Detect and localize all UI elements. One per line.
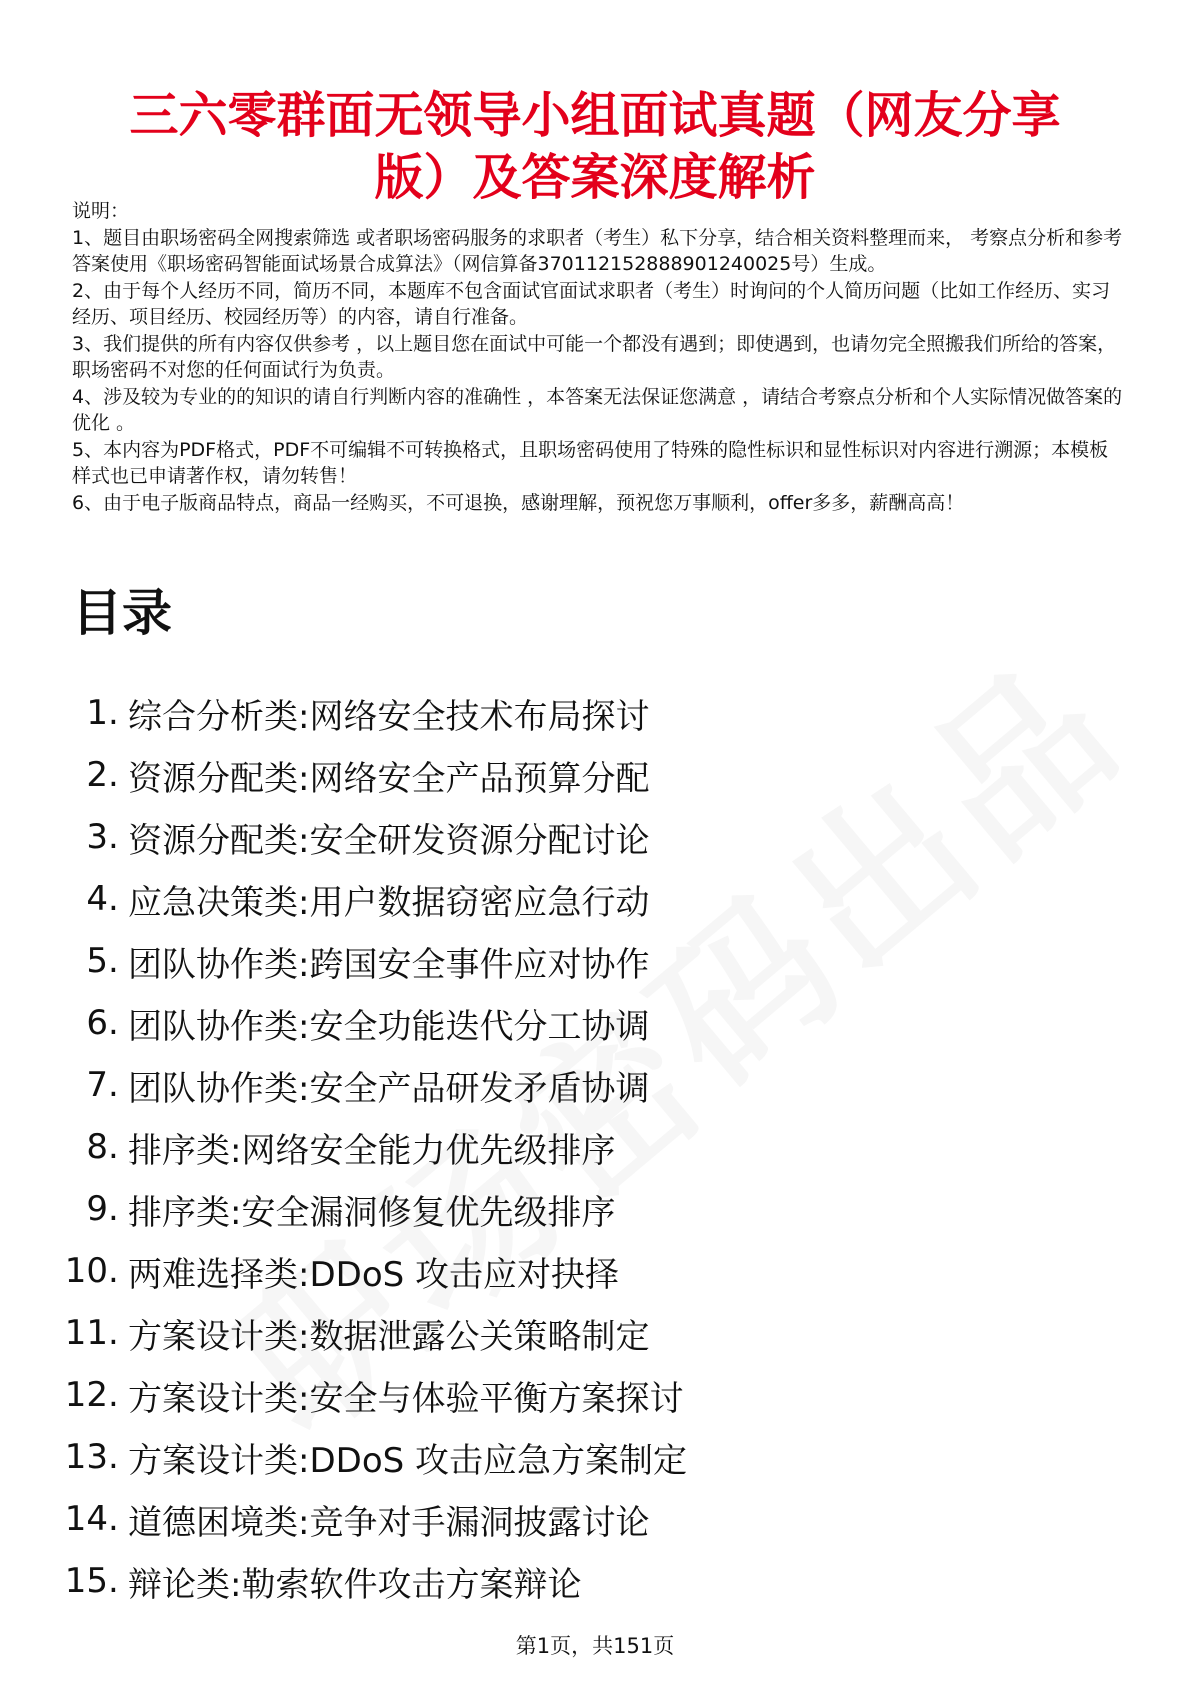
toc-item[interactable]: 10 . 两难选择类:DDoS 攻击应对抉择	[50, 1240, 687, 1302]
toc-text: 团队协作类:跨国安全事件应对协作	[128, 944, 650, 985]
toc-text: 排序类:安全漏洞修复优先级排序	[128, 1192, 616, 1233]
toc-item[interactable]: 11 . 方案设计类:数据泄露公关策略制定	[50, 1302, 687, 1364]
document-title	[60, 85, 1130, 209]
page-footer: 第1页，共151页	[515, 1634, 675, 1658]
toc-text: 方案设计类:数据泄露公关策略制定	[128, 1316, 650, 1357]
note-item: 5、本内容为PDF格式，PDF不可编辑不可转换格式，且职场密码使用了特殊的隐性标识和显性标识对内容进行溯源；本模板样式也已申请著作权，请勿转售！	[72, 438, 1109, 487]
note-item: 6、由于电子版商品特点，商品一经购买，不可退换，感谢理解，预祝您万事顺利，offer多多，薪酬高高！	[72, 491, 965, 514]
title-line: 版）及答案深度解析	[374, 148, 816, 206]
toc-text: 道德困境类:竞争对手漏洞披露讨论	[128, 1502, 650, 1543]
toc-text: 资源分配类:网络安全产品预算分配	[128, 758, 650, 799]
toc-text: 两难选择类:DDoS 攻击应对抉择	[128, 1254, 620, 1295]
toc-item[interactable]: 4 . 应急决策类:用户数据窃密应急行动	[50, 868, 687, 930]
toc-item[interactable]: 14 . 道德困境类:竞争对手漏洞披露讨论	[50, 1488, 687, 1550]
toc-number: 4	[86, 879, 108, 919]
toc-item[interactable]: 3 . 资源分配类:安全研发资源分配讨论	[50, 806, 687, 868]
toc-number: 1	[86, 693, 108, 733]
title-line: 三六零群面无领导小组面试真题（网友分享	[129, 86, 1061, 144]
toc-item[interactable]: 2 . 资源分配类:网络安全产品预算分配	[50, 744, 687, 806]
toc-item[interactable]: 8 . 排序类:网络安全能力优先级排序	[50, 1116, 687, 1178]
toc-number: 5	[86, 941, 108, 981]
toc-text: 应急决策类:用户数据窃密应急行动	[128, 882, 650, 923]
toc-number: 13	[64, 1437, 108, 1477]
note-item: 2、由于每个人经历不同，简历不同，本题库不包含面试官面试求职者（考生）时询问的个人简历问题（比如工作经历、实习经历、项目经历、校园经历等）的内容，请自行准备。	[72, 279, 1111, 328]
toc-heading: 目录	[72, 584, 172, 642]
toc-item[interactable]: 9 . 排序类:安全漏洞修复优先级排序	[50, 1178, 687, 1240]
toc-number: 6	[86, 1003, 108, 1043]
toc-item[interactable]: 6 . 团队协作类:安全功能迭代分工协调	[50, 992, 687, 1054]
toc-number: 2	[86, 755, 108, 795]
toc-number: 12	[64, 1375, 108, 1415]
note-item: 4、涉及较为专业的的知识的请自行判断内容的准确性 ，本答案无法保证您满意 ，请结合考察点分析和个人实际情况做答案的优化 。	[72, 385, 1123, 434]
notes-section	[72, 198, 1124, 516]
table-of-contents	[50, 682, 687, 1612]
toc-item[interactable]: 15 . 辩论类:勒索软件攻击方案辩论	[50, 1550, 687, 1612]
toc-number: 8	[86, 1127, 108, 1167]
toc-text: 方案设计类:安全与体验平衡方案探讨	[128, 1378, 684, 1419]
toc-number: 3	[86, 817, 108, 857]
toc-number: 15	[64, 1561, 108, 1601]
toc-text: 综合分析类:网络安全技术布局探讨	[128, 696, 650, 737]
toc-number: 9	[86, 1189, 108, 1229]
toc-item[interactable]: 12 . 方案设计类:安全与体验平衡方案探讨	[50, 1364, 687, 1426]
toc-text: 排序类:网络安全能力优先级排序	[128, 1130, 616, 1171]
toc-number: 11	[64, 1313, 108, 1353]
toc-text: 资源分配类:安全研发资源分配讨论	[128, 820, 650, 861]
note-item: 3、我们提供的所有内容仅供参考 ，以上题目您在面试中可能一个都没有遇到；即使遇到，也请勿完全照搬我们所给的答案，职场密码不对您的任何面试行为负责。	[72, 332, 1117, 381]
toc-number: 14	[64, 1499, 108, 1539]
toc-item[interactable]: 13 . 方案设计类:DDoS 攻击应急方案制定	[50, 1426, 687, 1488]
toc-number: 7	[86, 1065, 108, 1105]
toc-item[interactable]: 1 . 综合分析类:网络安全技术布局探讨	[50, 682, 687, 744]
notes-heading: 说明：	[72, 200, 130, 222]
toc-text: 方案设计类:DDoS 攻击应急方案制定	[128, 1440, 688, 1481]
toc-text: 团队协作类:安全产品研发矛盾协调	[128, 1068, 650, 1109]
note-item: 1、题目由职场密码全网搜索筛选 或者职场密码服务的求职者（考生）私下分享，结合相关资料整理而来， 考察点分析和参考答案使用《职场密码智能面试场景合成算法》（网信算备370112152888901240025号）生成。	[72, 226, 1123, 275]
toc-item[interactable]: 5 . 团队协作类:跨国安全事件应对协作	[50, 930, 687, 992]
toc-text: 团队协作类:安全功能迭代分工协调	[128, 1006, 650, 1047]
toc-number: 10	[64, 1251, 108, 1291]
toc-item[interactable]: 7 . 团队协作类:安全产品研发矛盾协调	[50, 1054, 687, 1116]
toc-text: 辩论类:勒索软件攻击方案辩论	[128, 1564, 582, 1605]
